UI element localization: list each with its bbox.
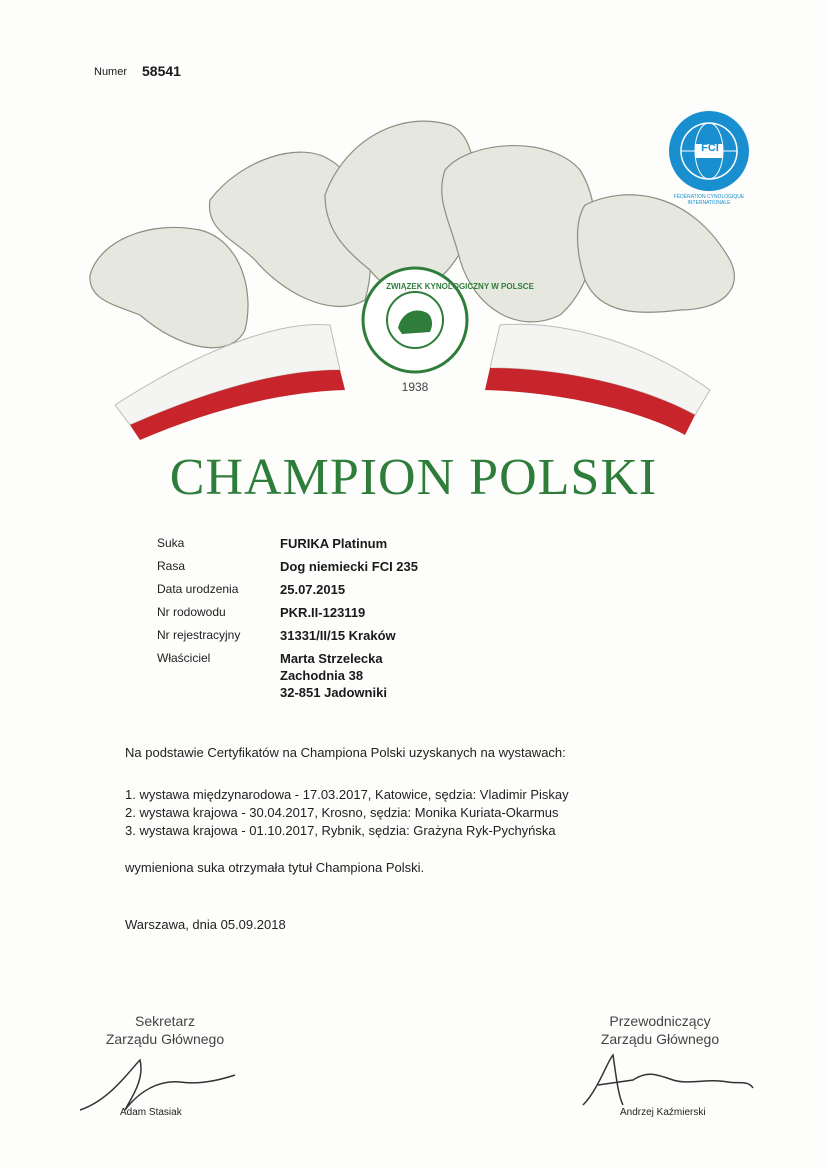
field-value: FURIKA Platinum [280, 536, 388, 551]
field-label: Suka [157, 536, 185, 550]
dog-head-4 [442, 146, 596, 322]
number-label: Numer [94, 66, 128, 78]
signature-title: Zarządu Głównego [600, 1031, 720, 1047]
signature-right [580, 1012, 740, 1048]
dog-details [157, 535, 717, 707]
signature-title: Sekretarz [135, 1013, 195, 1029]
signature-left [85, 1012, 245, 1048]
field-value: PKR.II-123119 [280, 605, 366, 620]
field-row [157, 627, 717, 644]
dog-head-5 [578, 195, 735, 313]
signatory-name: Adam Stasiak [120, 1107, 182, 1118]
club-emblem-text: ZWIĄZEK KYNOLOGICZNY W POLSCE [386, 282, 534, 291]
field-label: Nr rejestracyjny [157, 628, 241, 642]
field-value: 31331/II/15 Kraków [280, 628, 396, 643]
owner-name: Marta Strzelecka [280, 651, 383, 666]
field-row [157, 650, 717, 701]
signature-title: Przewodniczący [609, 1013, 711, 1029]
field-value: 25.07.2015 [280, 582, 346, 597]
dogs-ribbon-illustration [80, 100, 750, 460]
fci-ring-text: FÉDÉRATION CYNOLOGIQUE INTERNATIONALE [673, 194, 745, 206]
field-label: Właściciel [157, 651, 211, 665]
fci-logo-text: FCI [701, 142, 719, 154]
field-row [157, 581, 717, 598]
intro-text: Na podstawie Certyfikatów na Championa Polski uzyskanych na wystawach: [125, 745, 566, 760]
certificate-title: CHAMPION POLSKI [169, 449, 658, 506]
field-value: Dog niemiecki FCI 235 [280, 559, 418, 574]
conclusion-text: wymieniona suka otrzymała tytuł Championa Polski. [125, 860, 425, 875]
show-2: 2. wystawa krajowa - 30.04.2017, Krosno, sędzia: Monika Kuriata-Okarmus [125, 805, 559, 820]
owner-street: Zachodnia 38 [280, 668, 364, 683]
field-label: Rasa [157, 559, 186, 573]
place-date: Warszawa, dnia 05.09.2018 [125, 917, 286, 932]
certificate-number: 58541 [142, 63, 181, 79]
handwritten-signature-right [578, 1050, 758, 1110]
field-row [157, 604, 717, 621]
signature-title: Zarządu Głównego [105, 1031, 225, 1047]
field-label: Nr rodowodu [157, 605, 226, 619]
show-1: 1. wystawa międzynarodowa - 17.03.2017, Katowice, sędzia: Vladimir Piskay [125, 787, 569, 802]
field-row [157, 535, 717, 552]
dog-head-1 [90, 227, 248, 347]
show-3: 3. wystawa krajowa - 01.10.2017, Rybnik, sędzia: Grażyna Ryk-Pychyńska [125, 823, 556, 838]
emblem-year: 1938 [401, 380, 429, 394]
signatory-name: Andrzej Kaźmierski [620, 1107, 706, 1118]
field-label: Data urodzenia [157, 582, 239, 596]
owner-city: 32-851 Jadowniki [280, 685, 387, 700]
field-row [157, 558, 717, 575]
